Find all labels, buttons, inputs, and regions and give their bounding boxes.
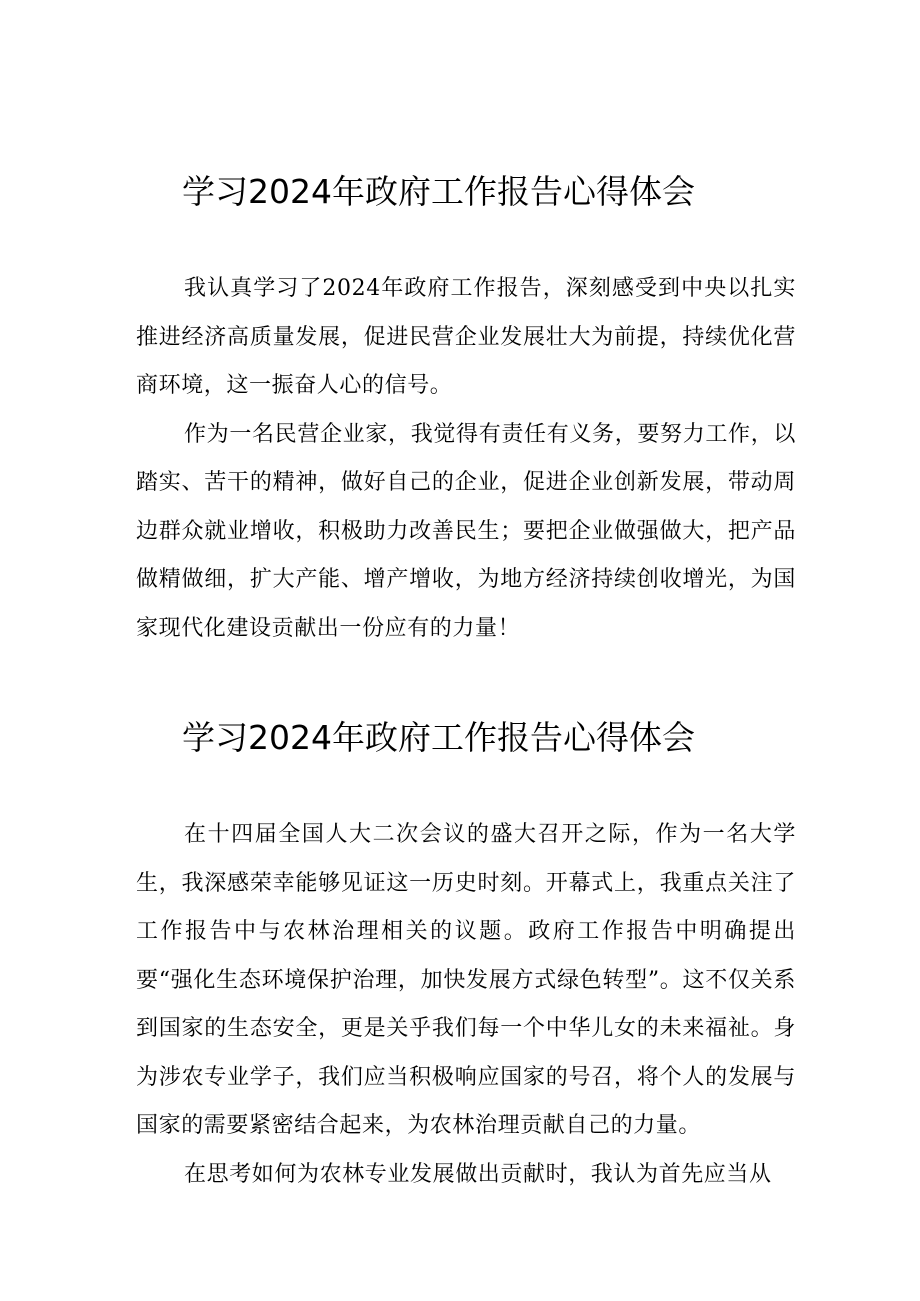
section-title: 学习2024年政府工作报告心得体会 xyxy=(182,718,695,757)
section-title: 学习2024年政府工作报告心得体会 xyxy=(182,172,695,211)
section-body xyxy=(136,811,796,1199)
paragraph: 在十四届全国人大二次会议的盛大召开之际，作为一名大学生，我深感荣幸能够见证这一历史时刻。开幕式上，我重点关注了工作报告中与农林治理相关的议题。政府工作报告中明确提出要“强化生态环境保护治理，加快发展方式绿色转型”。这不仅关系到国家的生态安全，更是关乎我们每一个中华儿女的未来福祉。身为涉农专业学子，我们应当积极响应国家的号召，将个人的发展与国家的需要紧密结合起来，为农林治理贡献自己的力量。 xyxy=(136,822,796,1138)
paragraph: 在思考如何为农林专业发展做出贡献时，我认为首先应当从 xyxy=(184,1161,772,1187)
paragraph: 我认真学习了2024年政府工作报告，深刻感受到中央以扎实推进经济高质量发展，促进民营企业发展壮大为前提，持续优化营商环境，这一振奋人心的信号。 xyxy=(136,276,796,398)
paragraph: 作为一名民营企业家，我觉得有责任有义务，要努力工作，以踏实、苦干的精神，做好自己的企业，促进企业创新发展，带动周边群众就业增收，积极助力改善民生；要把企业做强做大，把产品做精做细，扩大产能、增产增收，为地方经济持续创收增光，为国家现代化建设贡献出一份应有的力量！ xyxy=(136,421,796,641)
section-body xyxy=(136,265,796,653)
